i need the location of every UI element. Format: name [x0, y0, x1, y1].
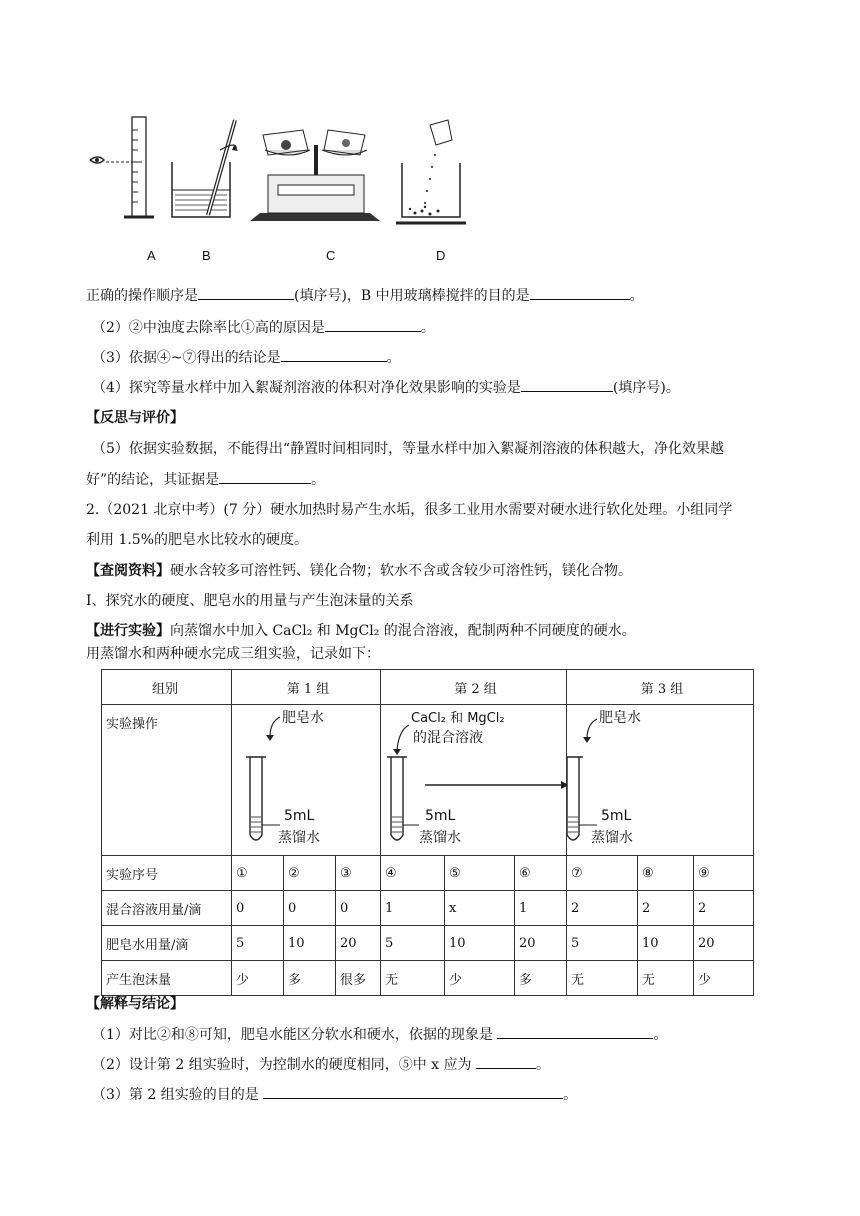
table-cell: ⑨: [694, 856, 754, 891]
table-cell: 20: [515, 926, 567, 961]
answer-blank[interactable]: [281, 347, 387, 362]
table-cell: 5: [567, 926, 638, 961]
table-cell: 1: [515, 891, 567, 926]
group-label: 组别: [102, 670, 232, 705]
table-row: [102, 891, 754, 926]
table-cell: 0: [232, 891, 284, 926]
experiment-paragraph: 【进行实验】向蒸馏水中加入 CaCl₂ 和 MgCl₂ 的混合溶液，配制两种不同硬度的硬水。: [86, 623, 636, 639]
table-cell: 1: [381, 891, 445, 926]
table-cell: ③: [336, 856, 381, 891]
figure-label-d: D: [436, 248, 446, 263]
answer-blank[interactable]: [198, 285, 294, 300]
table-cell: 5: [232, 926, 284, 961]
table-cell: ①: [232, 856, 284, 891]
table-row: [102, 926, 754, 961]
problem-2-line2: 利用 1.5%的肥皂水比较水的硬度。: [86, 532, 309, 548]
table-cell: 0: [284, 891, 336, 926]
table-cell: 少: [232, 961, 284, 996]
answer-blank[interactable]: [263, 1084, 563, 1099]
part-1-heading: Ⅰ、探究水的硬度、肥皂水的用量与产生泡沫量的关系: [86, 593, 414, 609]
table-cell: ②: [284, 856, 336, 891]
apparatus-drawing: [80, 105, 510, 275]
table-cell: ⑧: [638, 856, 694, 891]
row-label: 产生泡沫量: [102, 961, 232, 996]
table-cell: 0: [336, 891, 381, 926]
explain-1: （1）对比②和⑧可知，肥皂水能区分软水和硬水，依据的现象是 。: [92, 1024, 667, 1045]
table-cell: 10: [445, 926, 515, 961]
problem-2-line1: 2.（2021 北京中考）(7 分）硬水加热时易产生水垢，很多工业用水需要对硬水进行软化处理。小组同学: [86, 502, 733, 518]
table-cell: 少: [694, 961, 754, 996]
table-cell: ⑤: [445, 856, 515, 891]
beaker-stir-icon: [172, 120, 238, 217]
table-cell: 10: [284, 926, 336, 961]
answer-blank[interactable]: [325, 317, 421, 332]
table-cell: 少: [445, 961, 515, 996]
question-2: （2）②中浊度去除率比①高的原因是 。: [92, 317, 435, 338]
table-cell: 20: [336, 926, 381, 961]
group-3-diagram: 肥皂水 5mL 蒸馏水: [567, 705, 754, 856]
group-2-header: 第 2 组: [381, 670, 567, 705]
row-label: 混合溶液用量/滴: [102, 891, 232, 926]
table-cell: ⑦: [567, 856, 638, 891]
answer-blank[interactable]: [219, 469, 311, 484]
answer-blank[interactable]: [476, 1054, 536, 1069]
graduated-cylinder-icon: [90, 117, 154, 217]
experiment-table: [101, 669, 754, 996]
figure-label-c: C: [326, 248, 336, 263]
table-cell: ④: [381, 856, 445, 891]
row-label: 实验序号: [102, 856, 232, 891]
table-row: [102, 705, 754, 856]
question-5-line1: （5）依据实验数据，不能得出“静置时间相同时，等量水样中加入絮凝剂溶液的体积越大，净化效果越: [92, 441, 725, 457]
lookup-paragraph: 【查阅资料】硬水含较多可溶性钙、镁化合物；软水不含或含较少可溶性钙，镁化合物。: [86, 563, 632, 579]
table-cell: 很多: [336, 961, 381, 996]
table-row: [102, 670, 754, 705]
table-cell: 2: [638, 891, 694, 926]
table-cell: 无: [567, 961, 638, 996]
table-row: [102, 856, 754, 891]
section-explain: 【解释与结论】: [86, 996, 184, 1012]
group-2-diagram: CaCl₂ 和 MgCl₂ 的混合溶液 5mL 蒸馏水: [381, 705, 567, 856]
beaker-pour-icon: [396, 120, 466, 223]
question-4: （4）探究等量水样中加入絮凝剂溶液的体积对净化效果影响的实验是 (填序号)。: [92, 377, 680, 398]
table-cell: 无: [638, 961, 694, 996]
figure-label-b: B: [202, 248, 211, 263]
group-3-header: 第 3 组: [567, 670, 754, 705]
group-1-header: 第 1 组: [232, 670, 381, 705]
group-1-diagram: 肥皂水 5mL 蒸馏水: [232, 705, 381, 856]
answer-blank[interactable]: [530, 285, 630, 300]
table-cell: 5: [381, 926, 445, 961]
table-cell: 20: [694, 926, 754, 961]
table-cell: 2: [694, 891, 754, 926]
section-reflect: 【反思与评价】: [86, 410, 184, 426]
table-cell: 多: [284, 961, 336, 996]
operation-label: 实验操作: [102, 705, 232, 856]
table-row: [102, 961, 754, 996]
question-5-line2: 好”的结论，其证据是 。: [86, 469, 325, 490]
answer-blank[interactable]: [521, 377, 613, 392]
apparatus-figure: [80, 105, 510, 275]
balance-icon: [250, 130, 380, 221]
table-cell: 2: [567, 891, 638, 926]
experiment-intro: 用蒸馏水和两种硬水完成三组实验，记录如下：: [86, 646, 380, 662]
table-cell: 多: [515, 961, 567, 996]
table-cell: x: [445, 891, 515, 926]
explain-2: （2）设计第 2 组实验时，为控制水的硬度相同，⑤中 x 应为 。: [92, 1054, 550, 1075]
table-cell: ⑥: [515, 856, 567, 891]
explain-3: （3）第 2 组实验的目的是 。: [92, 1084, 577, 1105]
order-question: 正确的操作顺序是 (填序号)，B 中用玻璃棒搅拌的目的是 。: [86, 285, 644, 306]
table-cell: 10: [638, 926, 694, 961]
question-3: （3）依据④~⑦得出的结论是 。: [92, 347, 401, 368]
answer-blank[interactable]: [497, 1024, 653, 1039]
row-label: 肥皂水用量/滴: [102, 926, 232, 961]
table-cell: 无: [381, 961, 445, 996]
figure-label-a: A: [147, 248, 156, 263]
